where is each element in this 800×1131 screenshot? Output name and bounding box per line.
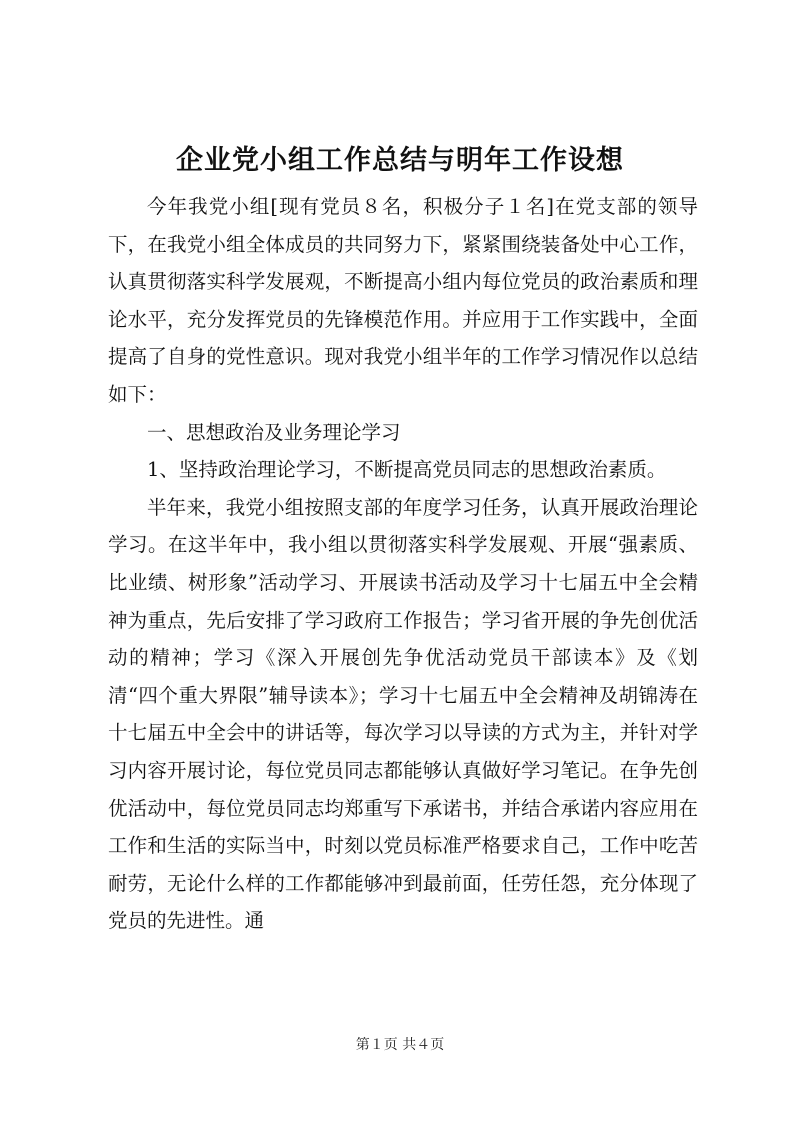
page-footer: 第１页 共４页 bbox=[355, 1037, 445, 1053]
paragraph-intro: 今年我党小组[现有党员８名，积极分子１名]在党支部的领导下，在我党小组全体成员的共同努力下，紧紧围绕装备处中心工作，认真贯彻落实科学发展观，不断提高小组内每位党员的政治素质和理论水平，充分发挥党员的先锋模范作用。并应用于工作实践中，全面提高了自身的党性意识。现对我党小组半年的工作学习情况作以总结如下： bbox=[108, 195, 698, 406]
section-heading: 一、思想政治及业务理论学习 bbox=[147, 420, 401, 444]
paragraph-study: 半年来，我党小组按照支部的年度学习任务，认真开展政治理论学习。在这半年中，我小组以贯彻落实科学发展观、开展“强素质、比业绩、树形象”活动学习、开展读书活动及学习十七届五中全会精神为重点，先后安排了学习政府工作报告；学习省开展的争先创优活动的精神；学习《深入开展创先争优活动党员干部读本》及《划清“四个重大界限”辅导读本》；学习十七届五中全会精神及胡锦涛在十七届五中全会中的讲话等，每次学习以导读的方式为主，并针对学习内容开展讨论，每位党员同志都能够认真做好学习笔记。在争先创优活动中，每位党员同志均郑重写下承诺书，并结合承诺内容应用在工作和生活的实际当中，时刻以党员标准严格要求自己，工作中吃苦耐劳，无论什么样的工作都能够冲到最前面，任劳任怨，充分体现了党员的先进性。通 bbox=[108, 495, 698, 933]
document-title: 企业党小组工作总结与明年工作设想 bbox=[176, 145, 624, 176]
document-body bbox=[108, 188, 698, 940]
subsection-heading: 1、坚持政治理论学习，不断提高党员同志的思想政治素质。 bbox=[147, 458, 667, 482]
